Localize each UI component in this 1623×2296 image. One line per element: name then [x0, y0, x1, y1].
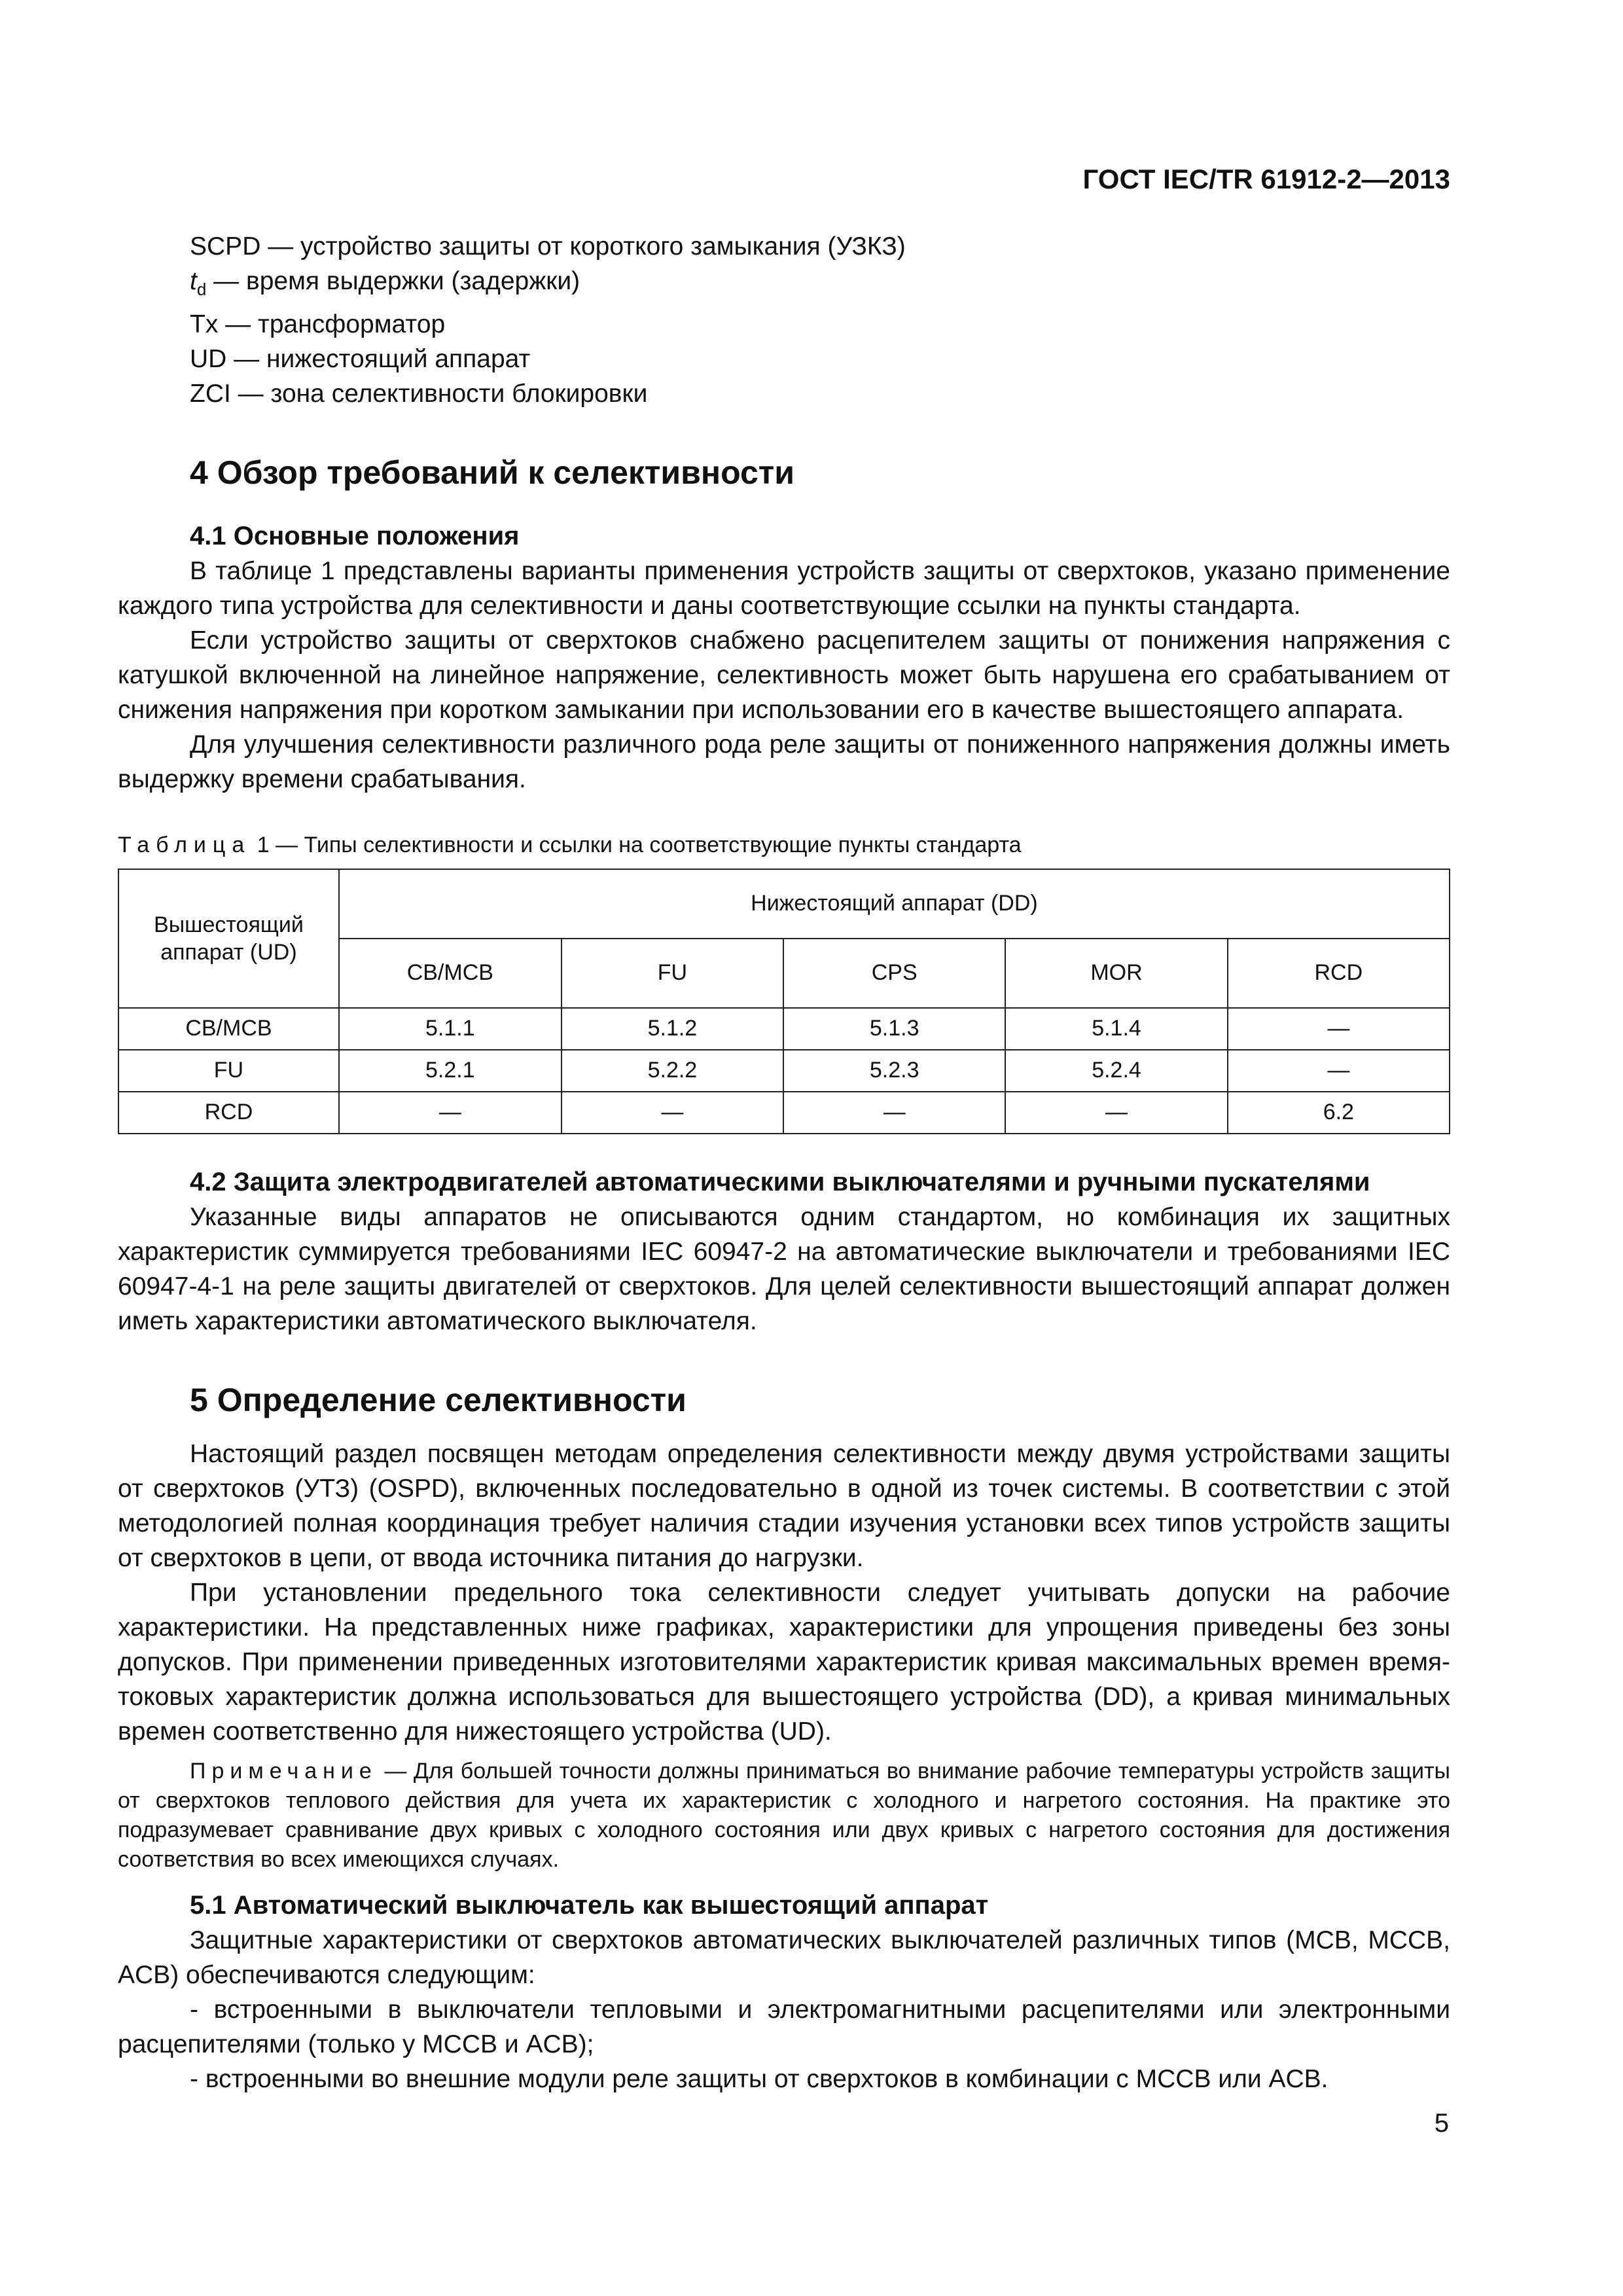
- table-column-header: FU: [562, 939, 783, 1008]
- abbreviation-item: UD — нижестоящий аппарат: [190, 344, 531, 373]
- table-cell: 5.1.1: [339, 1008, 562, 1050]
- paragraph: При установлении предельного тока селективности следует учитывать допуски на рабочие характеристики. На представленных ниже графиках, характеристики для упрощения приведены без зоны допусков. При применении приведенных изготовителями характеристик кривая максимальных времен время-токовых характеристик должна использоваться для вышестоящего устройства (DD), а кривая минимальных времен соответственно для нижестоящего устройства (UD).: [118, 1578, 1450, 1746]
- paragraph: В таблице 1 представлены варианты применения устройств защиты от сверхтоков, указано применение каждого типа устройства для селективности и даны соответствующие ссылки на пункты стандарта.: [118, 556, 1450, 620]
- table-cell: 5.1.3: [783, 1008, 1005, 1050]
- table-column-header: CB/MCB: [339, 939, 562, 1008]
- abbreviation-list: [118, 229, 1450, 411]
- selectivity-table: [118, 869, 1450, 1134]
- table-cell: 5.2.1: [339, 1050, 562, 1092]
- table-cell: 5.2.3: [783, 1050, 1005, 1092]
- abbreviation-item: ZCI — зона селективности блокировки: [190, 379, 648, 408]
- table-cell: —: [562, 1092, 783, 1134]
- paragraph: Настоящий раздел посвящен методам определения селективности между двумя устройствами защиты от сверхтоков (УТЗ) (OSPD), включенных последовательно в одной из точек системы. В соответствии с этой методологией полная координация требует наличия стадии изучения установки всех типов устройств защиты от сверхтоков в цепи, от ввода источника питания до нагрузки.: [118, 1439, 1450, 1572]
- abbreviation-item: $t_d$ — время выдержки (задержки): [190, 267, 580, 299]
- table-row: [118, 1092, 1450, 1134]
- paragraph: - встроенными во внешние модули реле защиты от сверхтоков в комбинации с MCCB или ACB.: [190, 2064, 1329, 2093]
- table-corner-header: Вышестоящий аппарат (UD): [118, 869, 339, 1008]
- row-label: FU: [118, 1050, 339, 1092]
- table-cell: 5.2.2: [562, 1050, 783, 1092]
- table-cell: —: [1005, 1092, 1227, 1134]
- table-group-header: Нижестоящий аппарат (DD): [339, 869, 1450, 939]
- row-label: CB/MCB: [118, 1008, 339, 1050]
- section-5-heading: 5 Определение селективности: [190, 1381, 687, 1418]
- paragraph: - встроенными в выключатели тепловыми и электромагнитными расцепителями или электронными расцепителями (только у MCCB и ACB);: [118, 1995, 1450, 2058]
- table-cell: 5.1.2: [562, 1008, 783, 1050]
- row-label: RCD: [118, 1092, 339, 1134]
- table-cell: 6.2: [1228, 1092, 1450, 1134]
- section-4-heading: 4 Обзор требований к селективности: [190, 454, 794, 491]
- table-row: [118, 1008, 1450, 1050]
- paragraph: Если устройство защиты от сверхтоков снабжено расцепителем защиты от понижения напряжения с катушкой включенной на линейное напряжение, селективность может быть нарушена его срабатыванием от снижения напряжения при коротком замыкании при использовании его в качестве вышестоящего аппарата.: [118, 626, 1450, 724]
- section-5-1-heading: 5.1 Автоматический выключатель как вышестоящий аппарат: [190, 1890, 989, 1920]
- table-cell: —: [339, 1092, 562, 1134]
- paragraph: Для улучшения селективности различного рода реле защиты от пониженного напряжения должны иметь выдержку времени срабатывания.: [118, 730, 1450, 793]
- page-content: [118, 229, 1450, 2096]
- table-caption: Таблица 1 — Типы селективности и ссылки на соответствующие пункты стандарта: [118, 832, 1022, 857]
- abbreviation-item: Tx — трансформатор: [190, 310, 446, 338]
- table-cell: —: [1228, 1008, 1450, 1050]
- section-4-1-heading: 4.1 Основные положения: [190, 521, 520, 550]
- table-cell: 5.1.4: [1005, 1008, 1227, 1050]
- abbreviation-item: SCPD — устройство защиты от короткого замыкания (УЗКЗ): [190, 232, 906, 260]
- paragraph: Указанные виды аппаратов не описываются одним стандартом, но комбинация их защитных характеристик суммируется требованиями IEC 60947-2 на автоматические выключатели и требованиями IEC 60947-4-1 на реле защиты двигателей от сверхтоков. Для целей селективности вышестоящий аппарат должен иметь характеристики автоматического выключателя.: [118, 1202, 1450, 1335]
- section-4-2-heading: 4.2 Защита электродвигателей автоматическими выключателями и ручными пускателями: [190, 1167, 1370, 1196]
- table-cell: —: [1228, 1050, 1450, 1092]
- table-row: [118, 1050, 1450, 1092]
- page-number: 5: [1434, 2109, 1449, 2138]
- note: Примечание — Для большей точности должны приниматься во внимание рабочие температуры устройств защиты от сверхтоков теплового действия для учета их характеристик с холодного и нагретого состояния. На практике это подразумевает сравнивание двух кривых с холодного состояния или двух кривых с нагретого состояния для достижения соответствия во всех имеющихся случаях.: [118, 1758, 1450, 1872]
- table-cell: 5.2.4: [1005, 1050, 1227, 1092]
- table-column-header: RCD: [1228, 939, 1450, 1008]
- table-column-header: MOR: [1005, 939, 1227, 1008]
- table-cell: —: [783, 1092, 1005, 1134]
- document-code: ГОСТ IEC/TR 61912-2—2013: [1082, 164, 1450, 194]
- paragraph: Защитные характеристики от сверхтоков автоматических выключателей различных типов (MCB, MCCB, ACB) обеспечиваются следующим:: [118, 1926, 1450, 1989]
- table-column-header: CPS: [783, 939, 1005, 1008]
